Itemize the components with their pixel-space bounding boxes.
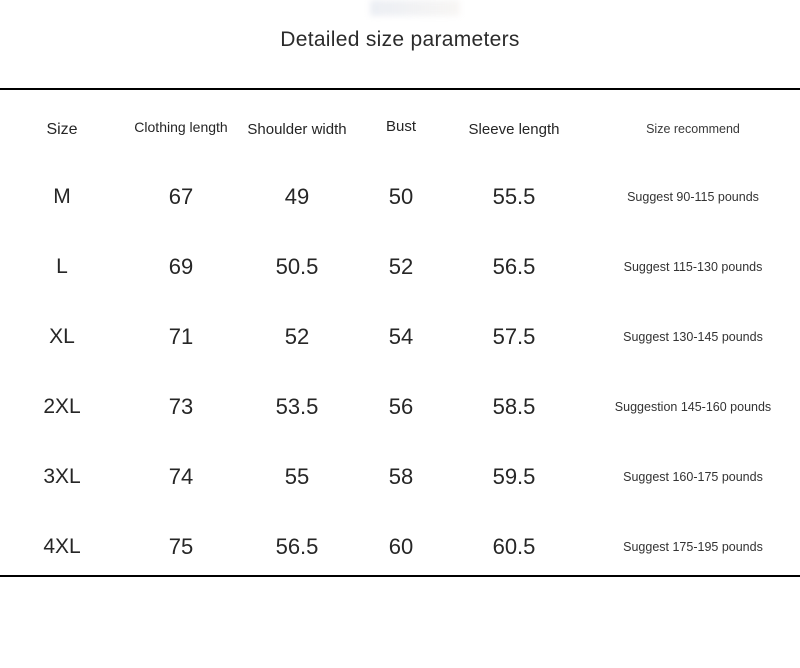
- cell-sleeve-length: 58.5: [492, 394, 536, 419]
- table-row: [0, 442, 800, 512]
- column-header-sleeve-length: Sleeve length: [468, 120, 560, 138]
- cell-size: XL: [49, 325, 75, 348]
- cell-shoulder-width: 53.5: [275, 394, 319, 419]
- background-wash: [370, 0, 460, 16]
- cell-size: 3XL: [43, 465, 81, 488]
- cell-clothing-length: 71: [168, 324, 194, 349]
- cell-shoulder-width: 56.5: [275, 534, 319, 559]
- table-bottom-divider: [0, 575, 800, 577]
- cell-size-recommend: Suggest 115-130 pounds: [623, 260, 763, 274]
- cell-bust: 50: [388, 184, 414, 209]
- cell-sleeve-length: 56.5: [492, 254, 536, 279]
- cell-size: 2XL: [43, 395, 81, 418]
- table-row: [0, 512, 800, 582]
- page-title: Detailed size parameters: [280, 28, 520, 51]
- cell-clothing-length: 67: [168, 184, 194, 209]
- cell-size: M: [53, 185, 71, 208]
- cell-clothing-length: 69: [168, 254, 194, 279]
- cell-shoulder-width: 52: [284, 324, 310, 349]
- cell-shoulder-width: 55: [284, 464, 310, 489]
- column-header-size: Size: [46, 121, 78, 138]
- cell-sleeve-length: 60.5: [492, 534, 536, 559]
- cell-sleeve-length: 57.5: [492, 324, 536, 349]
- table-row: [0, 302, 800, 372]
- cell-size-recommend: Suggest 90-115 pounds: [627, 190, 759, 204]
- cell-bust: 54: [388, 324, 414, 349]
- column-header-clothing-length: Clothing length: [134, 119, 228, 135]
- cell-size: L: [56, 255, 68, 278]
- cell-size-recommend: Suggest 160-175 pounds: [623, 470, 763, 484]
- cell-sleeve-length: 59.5: [492, 464, 536, 489]
- cell-clothing-length: 75: [168, 534, 194, 559]
- cell-shoulder-width: 49: [284, 184, 310, 209]
- column-header-shoulder-width: Shoulder width: [247, 120, 347, 138]
- cell-size-recommend: Suggest 175-195 pounds: [623, 540, 763, 554]
- cell-shoulder-width: 50.5: [275, 254, 319, 279]
- cell-size: 4XL: [43, 535, 81, 558]
- cell-bust: 60: [388, 534, 414, 559]
- cell-bust: 56: [388, 394, 414, 419]
- cell-bust: 52: [388, 254, 414, 279]
- table-row: [0, 162, 800, 232]
- size-table: [0, 90, 800, 575]
- cell-sleeve-length: 55.5: [492, 184, 536, 209]
- table-row: [0, 232, 800, 302]
- cell-size-recommend: Suggest 130-145 pounds: [623, 330, 763, 344]
- column-header-bust: Bust: [385, 117, 416, 135]
- cell-clothing-length: 74: [168, 464, 194, 489]
- cell-size-recommend: Suggestion 145-160 pounds: [614, 400, 772, 414]
- table-row: [0, 372, 800, 442]
- table-header-row: [0, 90, 800, 162]
- column-header-size-recommend: Size recommend: [646, 122, 740, 136]
- cell-clothing-length: 73: [168, 394, 194, 419]
- cell-bust: 58: [388, 464, 414, 489]
